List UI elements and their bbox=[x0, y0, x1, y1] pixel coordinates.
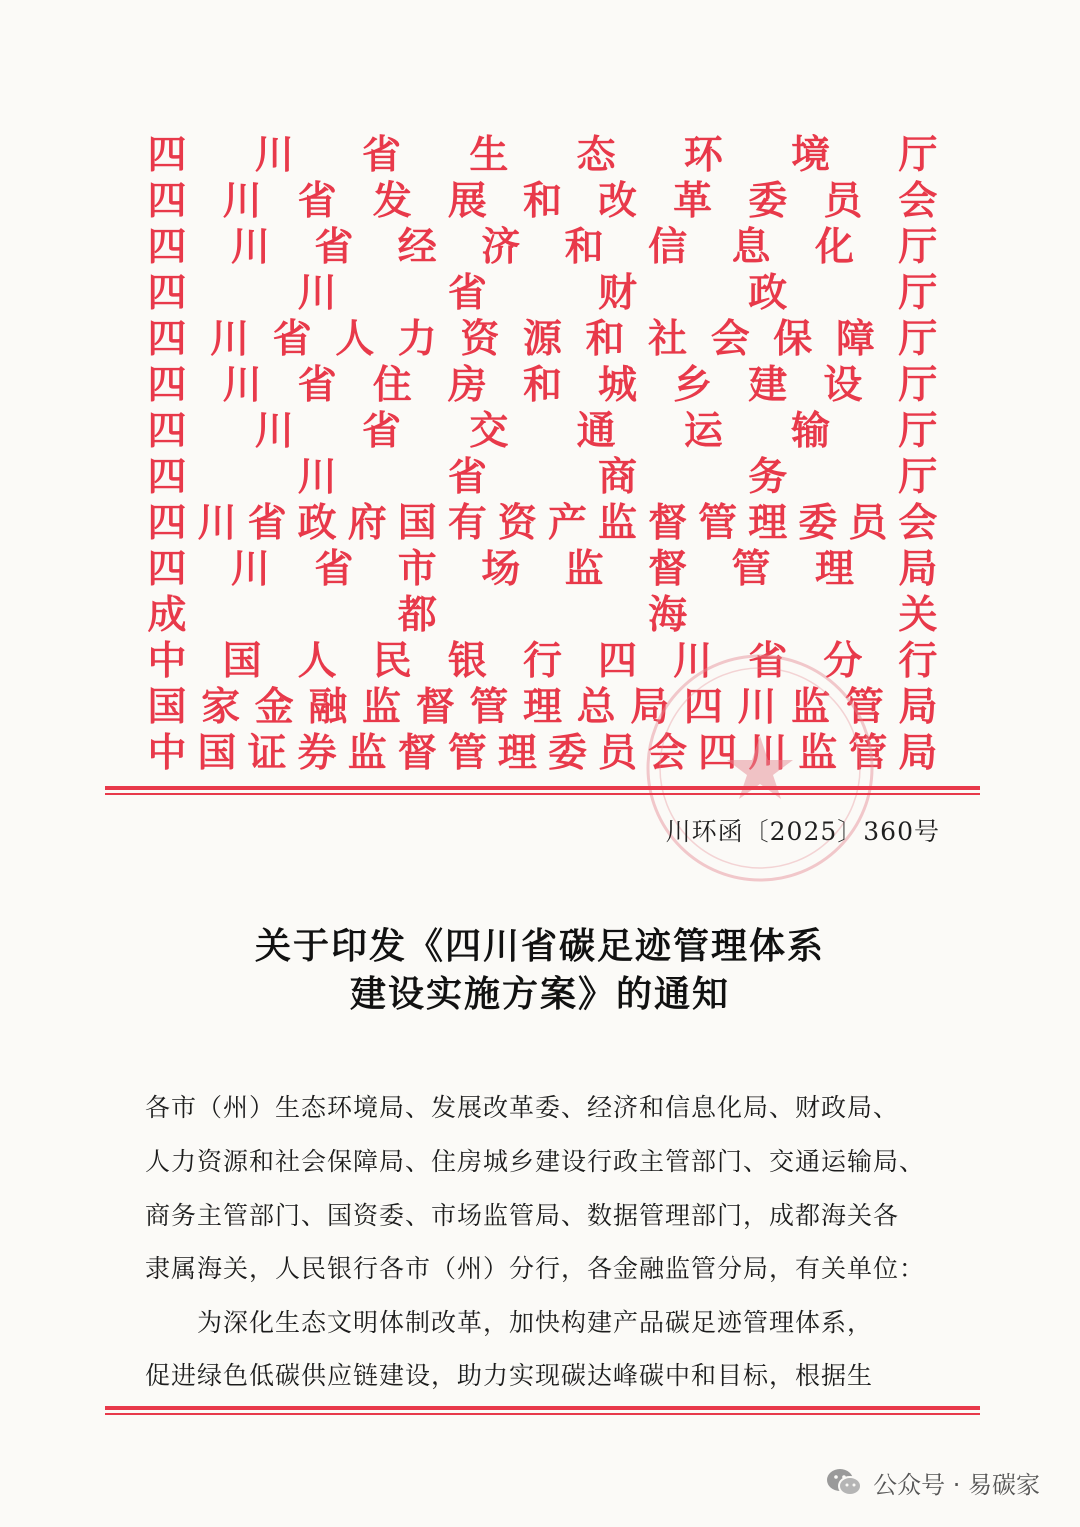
issuer-char: 省 bbox=[362, 133, 402, 178]
issuer-char: 四 bbox=[683, 685, 723, 730]
issuer-char: 省 bbox=[272, 317, 312, 362]
issuer-char: 四 bbox=[147, 317, 187, 362]
issuer-char: 财 bbox=[598, 271, 638, 316]
issuer-char: 川 bbox=[297, 271, 337, 316]
issuer-char: 人 bbox=[335, 317, 375, 362]
issuer-char: 会 bbox=[898, 501, 938, 546]
issuer-char: 国 bbox=[397, 501, 437, 546]
official-seal-stamp bbox=[640, 648, 880, 888]
issuer-char: 交 bbox=[469, 409, 509, 454]
issuer-char: 局 bbox=[630, 685, 670, 730]
issuer-char: 中 bbox=[147, 639, 187, 684]
issuer-char: 设 bbox=[823, 363, 863, 408]
issuer-char: 经 bbox=[397, 225, 437, 270]
issuer-line bbox=[145, 179, 940, 225]
issuer-char: 川 bbox=[737, 685, 777, 730]
issuer-char: 会 bbox=[648, 731, 688, 776]
issuer-line bbox=[145, 133, 940, 179]
issuer-char: 川 bbox=[748, 731, 788, 776]
issuer-char: 力 bbox=[397, 317, 437, 362]
issuer-char: 国 bbox=[222, 639, 262, 684]
notice-title-line-1: 关于印发《四川省碳足迹管理体系 bbox=[254, 925, 825, 967]
issuer-line bbox=[145, 593, 940, 639]
issuer-char: 委 bbox=[798, 501, 838, 546]
issuer-char: 四 bbox=[147, 409, 187, 454]
issuer-char: 四 bbox=[147, 225, 187, 270]
issuer-char: 运 bbox=[683, 409, 723, 454]
issuer-char: 社 bbox=[648, 317, 688, 362]
issuer-char: 境 bbox=[791, 133, 831, 178]
issuer-char: 四 bbox=[147, 363, 187, 408]
issuer-char: 川 bbox=[197, 501, 237, 546]
issuer-char: 和 bbox=[564, 225, 604, 270]
issuer-char: 省 bbox=[314, 547, 354, 592]
issuer-char: 融 bbox=[308, 685, 348, 730]
issuer-char: 革 bbox=[673, 179, 713, 224]
issuer-char: 四 bbox=[147, 133, 187, 178]
issuer-char: 态 bbox=[576, 133, 616, 178]
issuer-char: 局 bbox=[898, 731, 938, 776]
issuer-char: 建 bbox=[748, 363, 788, 408]
issuer-char: 乡 bbox=[673, 363, 713, 408]
issuer-char: 监 bbox=[791, 685, 831, 730]
issuer-line bbox=[145, 225, 940, 271]
issuer-char: 息 bbox=[731, 225, 771, 270]
issuer-char: 管 bbox=[469, 685, 509, 730]
issuer-char: 展 bbox=[447, 179, 487, 224]
issuer-char: 监 bbox=[362, 685, 402, 730]
issuer-char: 监 bbox=[598, 501, 638, 546]
wechat-icon bbox=[825, 1466, 863, 1500]
issuer-char: 市 bbox=[397, 547, 437, 592]
issuer-char: 资 bbox=[497, 501, 537, 546]
issuer-char: 金 bbox=[254, 685, 294, 730]
issuer-char: 厅 bbox=[898, 455, 938, 500]
recipients-line: 商务主管部门、国资委、市场监管局、数据管理部门，成都海关各 bbox=[145, 1201, 900, 1230]
body-paragraph-line: 促进绿色低碳供应链建设，助力实现碳达峰碳中和目标，根据生 bbox=[145, 1361, 874, 1390]
issuer-char: 省 bbox=[297, 179, 337, 224]
issuer-char: 理 bbox=[522, 685, 562, 730]
issuer-char: 理 bbox=[748, 501, 788, 546]
issuer-char: 监 bbox=[564, 547, 604, 592]
issuer-char: 管 bbox=[447, 731, 487, 776]
issuer-line bbox=[145, 455, 940, 501]
watermark bbox=[825, 1465, 1040, 1500]
issuer-char: 员 bbox=[848, 501, 888, 546]
issuer-char: 发 bbox=[372, 179, 412, 224]
issuer-char: 房 bbox=[447, 363, 487, 408]
issuer-char: 障 bbox=[835, 317, 875, 362]
issuer-char: 督 bbox=[415, 685, 455, 730]
recipients-line: 各市（州）生态环境局、发展改革委、经济和信息化局、财政局、 bbox=[145, 1093, 900, 1122]
issuer-char: 银 bbox=[447, 639, 487, 684]
issuer-char: 行 bbox=[898, 639, 938, 684]
issuer-char: 省 bbox=[297, 363, 337, 408]
issuer-char: 厅 bbox=[898, 409, 938, 454]
issuer-char: 川 bbox=[222, 363, 262, 408]
notice-title-line-2: 建设实施方案》的通知 bbox=[349, 973, 730, 1015]
issuer-char: 国 bbox=[147, 685, 187, 730]
issuer-char: 住 bbox=[372, 363, 412, 408]
issuer-char: 和 bbox=[585, 317, 625, 362]
issuer-char: 海 bbox=[648, 593, 688, 638]
issuer-char: 府 bbox=[347, 501, 387, 546]
issuer-char: 通 bbox=[576, 409, 616, 454]
issuer-char: 川 bbox=[222, 179, 262, 224]
issuer-char: 输 bbox=[791, 409, 831, 454]
issuer-char: 省 bbox=[247, 501, 287, 546]
issuer-char: 中 bbox=[147, 731, 187, 776]
issuer-line bbox=[145, 363, 940, 409]
issuer-char: 员 bbox=[823, 179, 863, 224]
watermark-text: 公众号 · 易碳家 bbox=[873, 1471, 1040, 1499]
issuer-char: 厅 bbox=[898, 363, 938, 408]
issuer-char: 管 bbox=[731, 547, 771, 592]
recipients-line: 隶属海关，人民银行各市（州）分行，各金融监管分局，有关单位： bbox=[145, 1254, 926, 1283]
issuer-char: 川 bbox=[230, 225, 270, 270]
issuer-char: 厅 bbox=[898, 133, 938, 178]
issuer-char: 化 bbox=[814, 225, 854, 270]
issuer-char: 国 bbox=[197, 731, 237, 776]
issuer-char: 管 bbox=[848, 731, 888, 776]
issuer-char: 厅 bbox=[898, 271, 938, 316]
issuer-char: 政 bbox=[297, 501, 337, 546]
issuer-char: 局 bbox=[898, 547, 938, 592]
issuer-char: 川 bbox=[297, 455, 337, 500]
issuer-char: 改 bbox=[598, 179, 638, 224]
issuer-char: 督 bbox=[648, 501, 688, 546]
issuer-char: 有 bbox=[447, 501, 487, 546]
issuer-char: 省 bbox=[748, 639, 788, 684]
issuer-char: 人 bbox=[297, 639, 337, 684]
issuer-char: 川 bbox=[254, 409, 294, 454]
issuer-char: 四 bbox=[147, 179, 187, 224]
issuer-char: 员 bbox=[598, 731, 638, 776]
issuer-char: 和 bbox=[522, 363, 562, 408]
issuer-char: 都 bbox=[397, 593, 437, 638]
issuer-char: 监 bbox=[347, 731, 387, 776]
issuer-char: 管 bbox=[844, 685, 884, 730]
issuer-char: 督 bbox=[648, 547, 688, 592]
issuer-char: 局 bbox=[898, 685, 938, 730]
red-header-rule bbox=[105, 786, 980, 795]
issuer-char: 证 bbox=[247, 731, 287, 776]
issuer-line bbox=[145, 547, 940, 593]
issuer-char: 会 bbox=[898, 179, 938, 224]
issuer-char: 关 bbox=[898, 593, 938, 638]
issuer-char: 委 bbox=[547, 731, 587, 776]
issuer-char: 成 bbox=[147, 593, 187, 638]
issuer-char: 四 bbox=[147, 501, 187, 546]
issuer-line bbox=[145, 409, 940, 455]
recipients-line: 人力资源和社会保障局、住房城乡建设行政主管部门、交通运输局、 bbox=[145, 1147, 926, 1176]
issuer-char: 会 bbox=[710, 317, 750, 362]
issuer-char: 保 bbox=[773, 317, 813, 362]
issuer-char: 川 bbox=[254, 133, 294, 178]
issuer-char: 务 bbox=[748, 455, 788, 500]
issuer-char: 省 bbox=[362, 409, 402, 454]
issuer-char: 商 bbox=[598, 455, 638, 500]
issuer-char: 生 bbox=[469, 133, 509, 178]
issuer-char: 环 bbox=[683, 133, 723, 178]
issuer-char: 厅 bbox=[898, 317, 938, 362]
issuer-char: 济 bbox=[481, 225, 521, 270]
issuer-char: 监 bbox=[798, 731, 838, 776]
issuer-char: 川 bbox=[230, 547, 270, 592]
issuer-char: 和 bbox=[522, 179, 562, 224]
issuer-char: 资 bbox=[460, 317, 500, 362]
issuer-char: 厅 bbox=[898, 225, 938, 270]
issuer-char: 省 bbox=[447, 271, 487, 316]
issuer-line bbox=[145, 317, 940, 363]
issuer-char: 理 bbox=[814, 547, 854, 592]
red-footer-rule bbox=[105, 1406, 980, 1415]
issuer-char: 信 bbox=[648, 225, 688, 270]
issuer-char: 理 bbox=[497, 731, 537, 776]
issuer-char: 家 bbox=[201, 685, 241, 730]
issuer-char: 总 bbox=[576, 685, 616, 730]
issuer-char: 四 bbox=[147, 455, 187, 500]
issuer-char: 督 bbox=[397, 731, 437, 776]
issuer-char: 政 bbox=[748, 271, 788, 316]
issuer-char: 四 bbox=[598, 639, 638, 684]
issuer-char: 源 bbox=[522, 317, 562, 362]
issuer-char: 产 bbox=[547, 501, 587, 546]
issuer-char: 川 bbox=[673, 639, 713, 684]
issuer-char: 省 bbox=[447, 455, 487, 500]
issuer-char: 民 bbox=[372, 639, 412, 684]
issuer-char: 分 bbox=[823, 639, 863, 684]
issuer-char: 四 bbox=[698, 731, 738, 776]
issuer-char: 川 bbox=[210, 317, 250, 362]
issuer-char: 四 bbox=[147, 271, 187, 316]
issuer-char: 委 bbox=[748, 179, 788, 224]
issuer-char: 场 bbox=[481, 547, 521, 592]
issuer-char: 管 bbox=[698, 501, 738, 546]
issuer-char: 四 bbox=[147, 547, 187, 592]
issuer-line bbox=[145, 271, 940, 317]
body-paragraph-line: 为深化生态文明体制改革，加快构建产品碳足迹管理体系， bbox=[145, 1308, 874, 1337]
issuer-char: 省 bbox=[314, 225, 354, 270]
issuer-char: 城 bbox=[598, 363, 638, 408]
issuer-char: 行 bbox=[522, 639, 562, 684]
issuer-line bbox=[145, 501, 940, 547]
document-number: 川环函〔2025〕360号 bbox=[665, 817, 940, 846]
issuer-char: 券 bbox=[297, 731, 337, 776]
